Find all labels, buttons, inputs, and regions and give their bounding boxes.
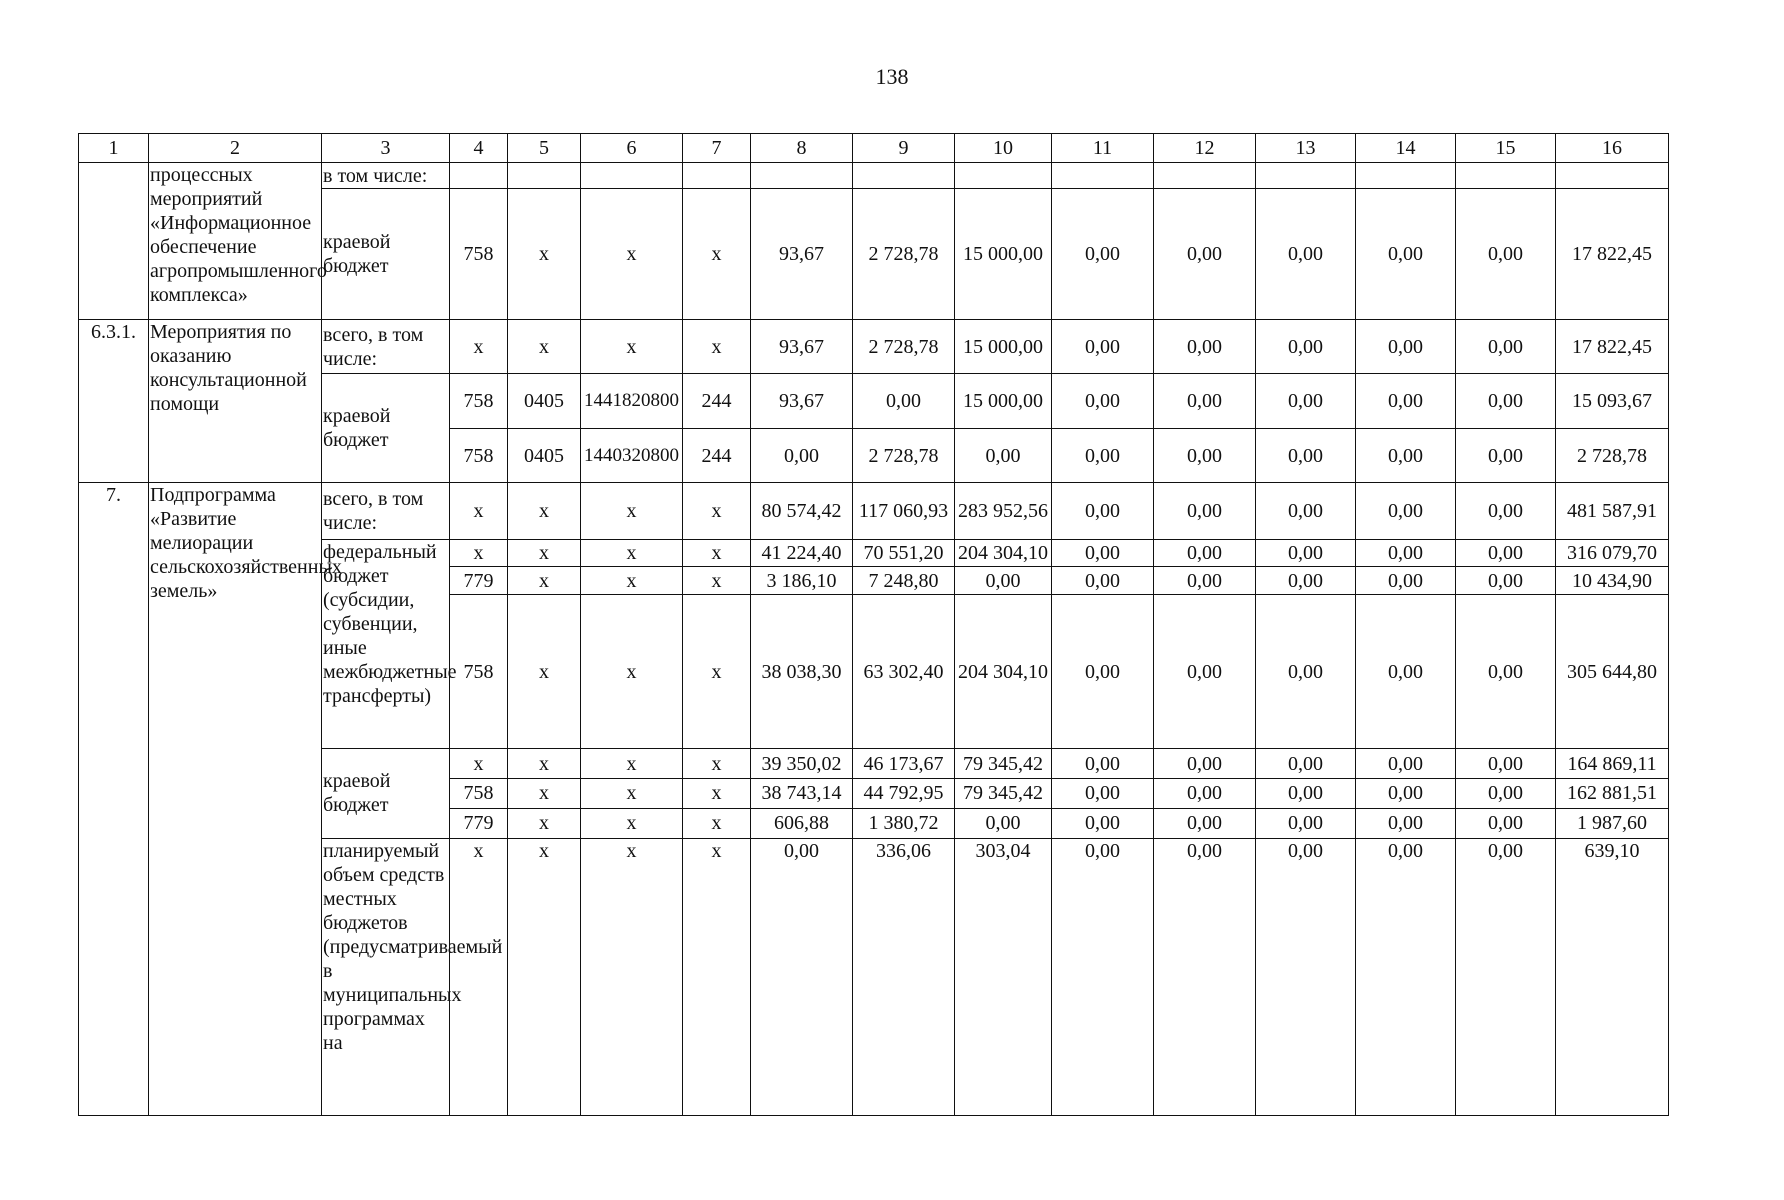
funding-source-cell: планируемый объем средств местных бюджетов (предусматриваемый в муниципальных программах на xyxy=(322,838,450,1115)
table-cell: 758 xyxy=(450,428,508,482)
table-cell: x xyxy=(683,595,751,749)
table-cell: 79 345,42 xyxy=(955,749,1052,779)
table-cell: x xyxy=(581,483,683,539)
table-cell: 0,00 xyxy=(1052,428,1154,482)
col-header: 15 xyxy=(1456,134,1556,163)
funding-source-cell: краевой бюджет xyxy=(322,749,450,838)
table-cell: 758 xyxy=(450,189,508,319)
table-cell: 779 xyxy=(450,808,508,838)
table-cell: 10 434,90 xyxy=(1556,567,1669,595)
table-cell: x xyxy=(450,539,508,567)
table-cell: 204 304,10 xyxy=(955,539,1052,567)
table-cell: x xyxy=(683,539,751,567)
col-header: 10 xyxy=(955,134,1052,163)
table-cell: 0,00 xyxy=(1356,483,1456,539)
table-cell: 283 952,56 xyxy=(955,483,1052,539)
table-cell: 2 728,78 xyxy=(853,428,955,482)
table-cell: x xyxy=(683,779,751,809)
col-header: 3 xyxy=(322,134,450,163)
table-cell: 38 038,30 xyxy=(751,595,853,749)
table-cell: 0,00 xyxy=(1356,595,1456,749)
row-number-cell: 6.3.1. xyxy=(79,319,149,482)
table-cell: 0,00 xyxy=(1154,374,1256,428)
table-cell: 0,00 xyxy=(1052,374,1154,428)
table-cell: x xyxy=(508,539,581,567)
table-cell xyxy=(683,162,751,189)
table-cell: 316 079,70 xyxy=(1556,539,1669,567)
table-cell: 0,00 xyxy=(1052,779,1154,809)
table-cell: 481 587,91 xyxy=(1556,483,1669,539)
table-cell: 0,00 xyxy=(1154,428,1256,482)
program-name-cell: процессных мероприятий «Информационное обеспечение агропромышленного комплекса» xyxy=(149,162,322,319)
col-header: 5 xyxy=(508,134,581,163)
table-cell: 0,00 xyxy=(1256,319,1356,373)
table-cell: x xyxy=(508,483,581,539)
table-cell: 17 822,45 xyxy=(1556,189,1669,319)
table-cell: x xyxy=(683,483,751,539)
table-cell: 46 173,67 xyxy=(853,749,955,779)
table-cell: 0,00 xyxy=(1256,838,1356,1115)
col-header: 12 xyxy=(1154,134,1256,163)
page-number: 138 xyxy=(875,64,909,89)
table-cell: x xyxy=(508,838,581,1115)
table-cell: 17 822,45 xyxy=(1556,319,1669,373)
table-cell: 15 000,00 xyxy=(955,189,1052,319)
table-cell: 0,00 xyxy=(1456,539,1556,567)
table-cell xyxy=(508,162,581,189)
table-cell: x xyxy=(581,189,683,319)
table-cell: 0,00 xyxy=(1154,595,1256,749)
table-cell: x xyxy=(508,189,581,319)
table-cell: 0,00 xyxy=(1456,428,1556,482)
table-cell: 0,00 xyxy=(1052,567,1154,595)
col-header: 7 xyxy=(683,134,751,163)
table-cell: 0405 xyxy=(508,374,581,428)
table-cell: 0,00 xyxy=(955,428,1052,482)
table-cell: 0,00 xyxy=(1356,319,1456,373)
table-cell xyxy=(581,162,683,189)
table-cell: x xyxy=(508,595,581,749)
table-cell: 606,88 xyxy=(751,808,853,838)
table-cell: 1 987,60 xyxy=(1556,808,1669,838)
funding-source-cell: краевой бюджет xyxy=(322,189,450,319)
table-cell: 639,10 xyxy=(1556,838,1669,1115)
table-cell: 0,00 xyxy=(1456,374,1556,428)
table-cell: 244 xyxy=(683,374,751,428)
col-header: 9 xyxy=(853,134,955,163)
table-cell: 0,00 xyxy=(1256,539,1356,567)
funding-source-cell: федеральный бюджет (субсидии, субвенции, иные межбюджетные трансферты) xyxy=(322,539,450,749)
table-cell: x xyxy=(581,749,683,779)
col-header: 11 xyxy=(1052,134,1154,163)
col-header: 6 xyxy=(581,134,683,163)
table-cell: 80 574,42 xyxy=(751,483,853,539)
table-cell: 0,00 xyxy=(1456,483,1556,539)
table-cell: x xyxy=(581,808,683,838)
column-number-row xyxy=(79,134,1669,163)
funding-source-cell: всего, в том числе: xyxy=(322,483,450,539)
table-cell: 0,00 xyxy=(1256,808,1356,838)
budget-table xyxy=(78,133,1669,1116)
table-cell: 162 881,51 xyxy=(1556,779,1669,809)
table-cell xyxy=(1256,162,1356,189)
table-cell: 0,00 xyxy=(1154,539,1256,567)
table-cell: 7 248,80 xyxy=(853,567,955,595)
table-cell: 0,00 xyxy=(1356,838,1456,1115)
table-cell: x xyxy=(508,567,581,595)
table-cell: 63 302,40 xyxy=(853,595,955,749)
table-cell: 0,00 xyxy=(1456,779,1556,809)
row-number-cell xyxy=(79,162,149,319)
table-cell: 0,00 xyxy=(1456,595,1556,749)
col-header: 1 xyxy=(79,134,149,163)
table-cell: 0,00 xyxy=(1356,189,1456,319)
table-cell: 303,04 xyxy=(955,838,1052,1115)
table-cell: 0,00 xyxy=(1154,319,1256,373)
table-cell: 244 xyxy=(683,428,751,482)
table-cell xyxy=(751,162,853,189)
table-cell: 2 728,78 xyxy=(853,319,955,373)
table-cell: 0,00 xyxy=(1154,779,1256,809)
table-cell: 0,00 xyxy=(1356,808,1456,838)
table-cell: 93,67 xyxy=(751,319,853,373)
table-cell: 0,00 xyxy=(1256,595,1356,749)
table-cell: x xyxy=(683,567,751,595)
table-cell: 336,06 xyxy=(853,838,955,1115)
table-cell: 15 000,00 xyxy=(955,319,1052,373)
table-row xyxy=(79,483,1669,539)
table-cell xyxy=(955,162,1052,189)
table-cell: x xyxy=(450,483,508,539)
funding-source-cell: всего, в том числе: xyxy=(322,319,450,373)
table-cell: 15 000,00 xyxy=(955,374,1052,428)
table-cell: 0405 xyxy=(508,428,581,482)
table-cell: 305 644,80 xyxy=(1556,595,1669,749)
table-cell: 758 xyxy=(450,779,508,809)
table-cell: 70 551,20 xyxy=(853,539,955,567)
table-cell: 0,00 xyxy=(1256,374,1356,428)
table-cell: 0,00 xyxy=(1154,749,1256,779)
table-cell: 0,00 xyxy=(1356,567,1456,595)
table-cell: 0,00 xyxy=(955,808,1052,838)
table-cell xyxy=(450,162,508,189)
funding-source-cell: в том числе: xyxy=(322,162,450,189)
table-cell: x xyxy=(508,808,581,838)
table-cell: x xyxy=(683,189,751,319)
table-cell: 0,00 xyxy=(1256,483,1356,539)
table-cell: 0,00 xyxy=(1052,749,1154,779)
table-cell: x xyxy=(450,319,508,373)
table-cell: 0,00 xyxy=(1052,483,1154,539)
table-cell: 0,00 xyxy=(1154,567,1256,595)
table-cell: x xyxy=(581,595,683,749)
table-cell: 0,00 xyxy=(1154,483,1256,539)
table-cell: x xyxy=(508,319,581,373)
table-cell: 164 869,11 xyxy=(1556,749,1669,779)
table-cell: 0,00 xyxy=(751,428,853,482)
table-cell: x xyxy=(581,539,683,567)
table-row xyxy=(79,162,1669,189)
col-header: 16 xyxy=(1556,134,1669,163)
table-cell: 779 xyxy=(450,567,508,595)
table-cell: 0,00 xyxy=(1356,779,1456,809)
table-cell: 0,00 xyxy=(1356,374,1456,428)
table-cell: 0,00 xyxy=(1256,567,1356,595)
table-cell: 93,67 xyxy=(751,374,853,428)
table-row xyxy=(79,319,1669,373)
program-name-cell: Подпрограмма «Развитие мелиорации сельскохозяйственных земель» xyxy=(149,483,322,1116)
table-cell: 758 xyxy=(450,595,508,749)
table-cell: 0,00 xyxy=(1154,808,1256,838)
table-cell: 0,00 xyxy=(1256,749,1356,779)
col-header: 13 xyxy=(1256,134,1356,163)
table-cell xyxy=(853,162,955,189)
table-cell: 117 060,93 xyxy=(853,483,955,539)
table-cell: x xyxy=(581,838,683,1115)
table-cell: 15 093,67 xyxy=(1556,374,1669,428)
funding-source-cell: краевой бюджет xyxy=(322,374,450,483)
table-cell: 2 728,78 xyxy=(1556,428,1669,482)
table-cell: 0,00 xyxy=(1256,189,1356,319)
table-cell: x xyxy=(581,779,683,809)
table-cell xyxy=(1052,162,1154,189)
table-cell: 39 350,02 xyxy=(751,749,853,779)
table-cell: 0,00 xyxy=(1154,189,1256,319)
col-header: 4 xyxy=(450,134,508,163)
table-cell: x xyxy=(581,319,683,373)
table-cell: x xyxy=(683,838,751,1115)
table-cell: 0,00 xyxy=(1456,808,1556,838)
table-cell xyxy=(1556,162,1669,189)
table-cell: 0,00 xyxy=(955,567,1052,595)
table-cell: 0,00 xyxy=(1356,539,1456,567)
table-cell xyxy=(1356,162,1456,189)
table-cell: 0,00 xyxy=(1456,567,1556,595)
table-cell: 204 304,10 xyxy=(955,595,1052,749)
table-cell: x xyxy=(683,749,751,779)
col-header: 2 xyxy=(149,134,322,163)
col-header: 8 xyxy=(751,134,853,163)
table-cell: 0,00 xyxy=(1356,428,1456,482)
table-cell: 0,00 xyxy=(1052,189,1154,319)
table-cell: 0,00 xyxy=(1052,539,1154,567)
table-cell: 0,00 xyxy=(1052,595,1154,749)
table-cell xyxy=(1154,162,1256,189)
table-cell: 44 792,95 xyxy=(853,779,955,809)
table-cell: 79 345,42 xyxy=(955,779,1052,809)
table-cell: 0,00 xyxy=(853,374,955,428)
table-cell: x xyxy=(683,319,751,373)
table-cell: x xyxy=(508,779,581,809)
table-cell: 0,00 xyxy=(1456,749,1556,779)
table-cell: 41 224,40 xyxy=(751,539,853,567)
table-cell: 0,00 xyxy=(1256,428,1356,482)
table-cell: 1 380,72 xyxy=(853,808,955,838)
table-cell xyxy=(1456,162,1556,189)
table-cell: x xyxy=(508,749,581,779)
table-cell: 758 xyxy=(450,374,508,428)
table-cell: 93,67 xyxy=(751,189,853,319)
table-cell: 0,00 xyxy=(1356,749,1456,779)
table-cell: 38 743,14 xyxy=(751,779,853,809)
table-cell: 3 186,10 xyxy=(751,567,853,595)
table-cell: 0,00 xyxy=(1154,838,1256,1115)
target-article-code: 1440320800 xyxy=(581,428,683,482)
table-cell: 2 728,78 xyxy=(853,189,955,319)
table-cell: x xyxy=(450,838,508,1115)
table-cell: x xyxy=(581,567,683,595)
table-cell: x xyxy=(683,808,751,838)
table-cell: 0,00 xyxy=(1052,808,1154,838)
program-name-cell: Мероприятия по оказанию консультационной помощи xyxy=(149,319,322,482)
table-cell: 0,00 xyxy=(751,838,853,1115)
table-cell: 0,00 xyxy=(1456,319,1556,373)
table-cell: 0,00 xyxy=(1052,838,1154,1115)
table-cell: 0,00 xyxy=(1052,319,1154,373)
table-cell: 0,00 xyxy=(1456,189,1556,319)
table-cell: 0,00 xyxy=(1456,838,1556,1115)
table-cell: x xyxy=(450,749,508,779)
table-cell: 0,00 xyxy=(1256,779,1356,809)
target-article-code: 1441820800 xyxy=(581,374,683,428)
col-header: 14 xyxy=(1356,134,1456,163)
row-number-cell: 7. xyxy=(79,483,149,1116)
